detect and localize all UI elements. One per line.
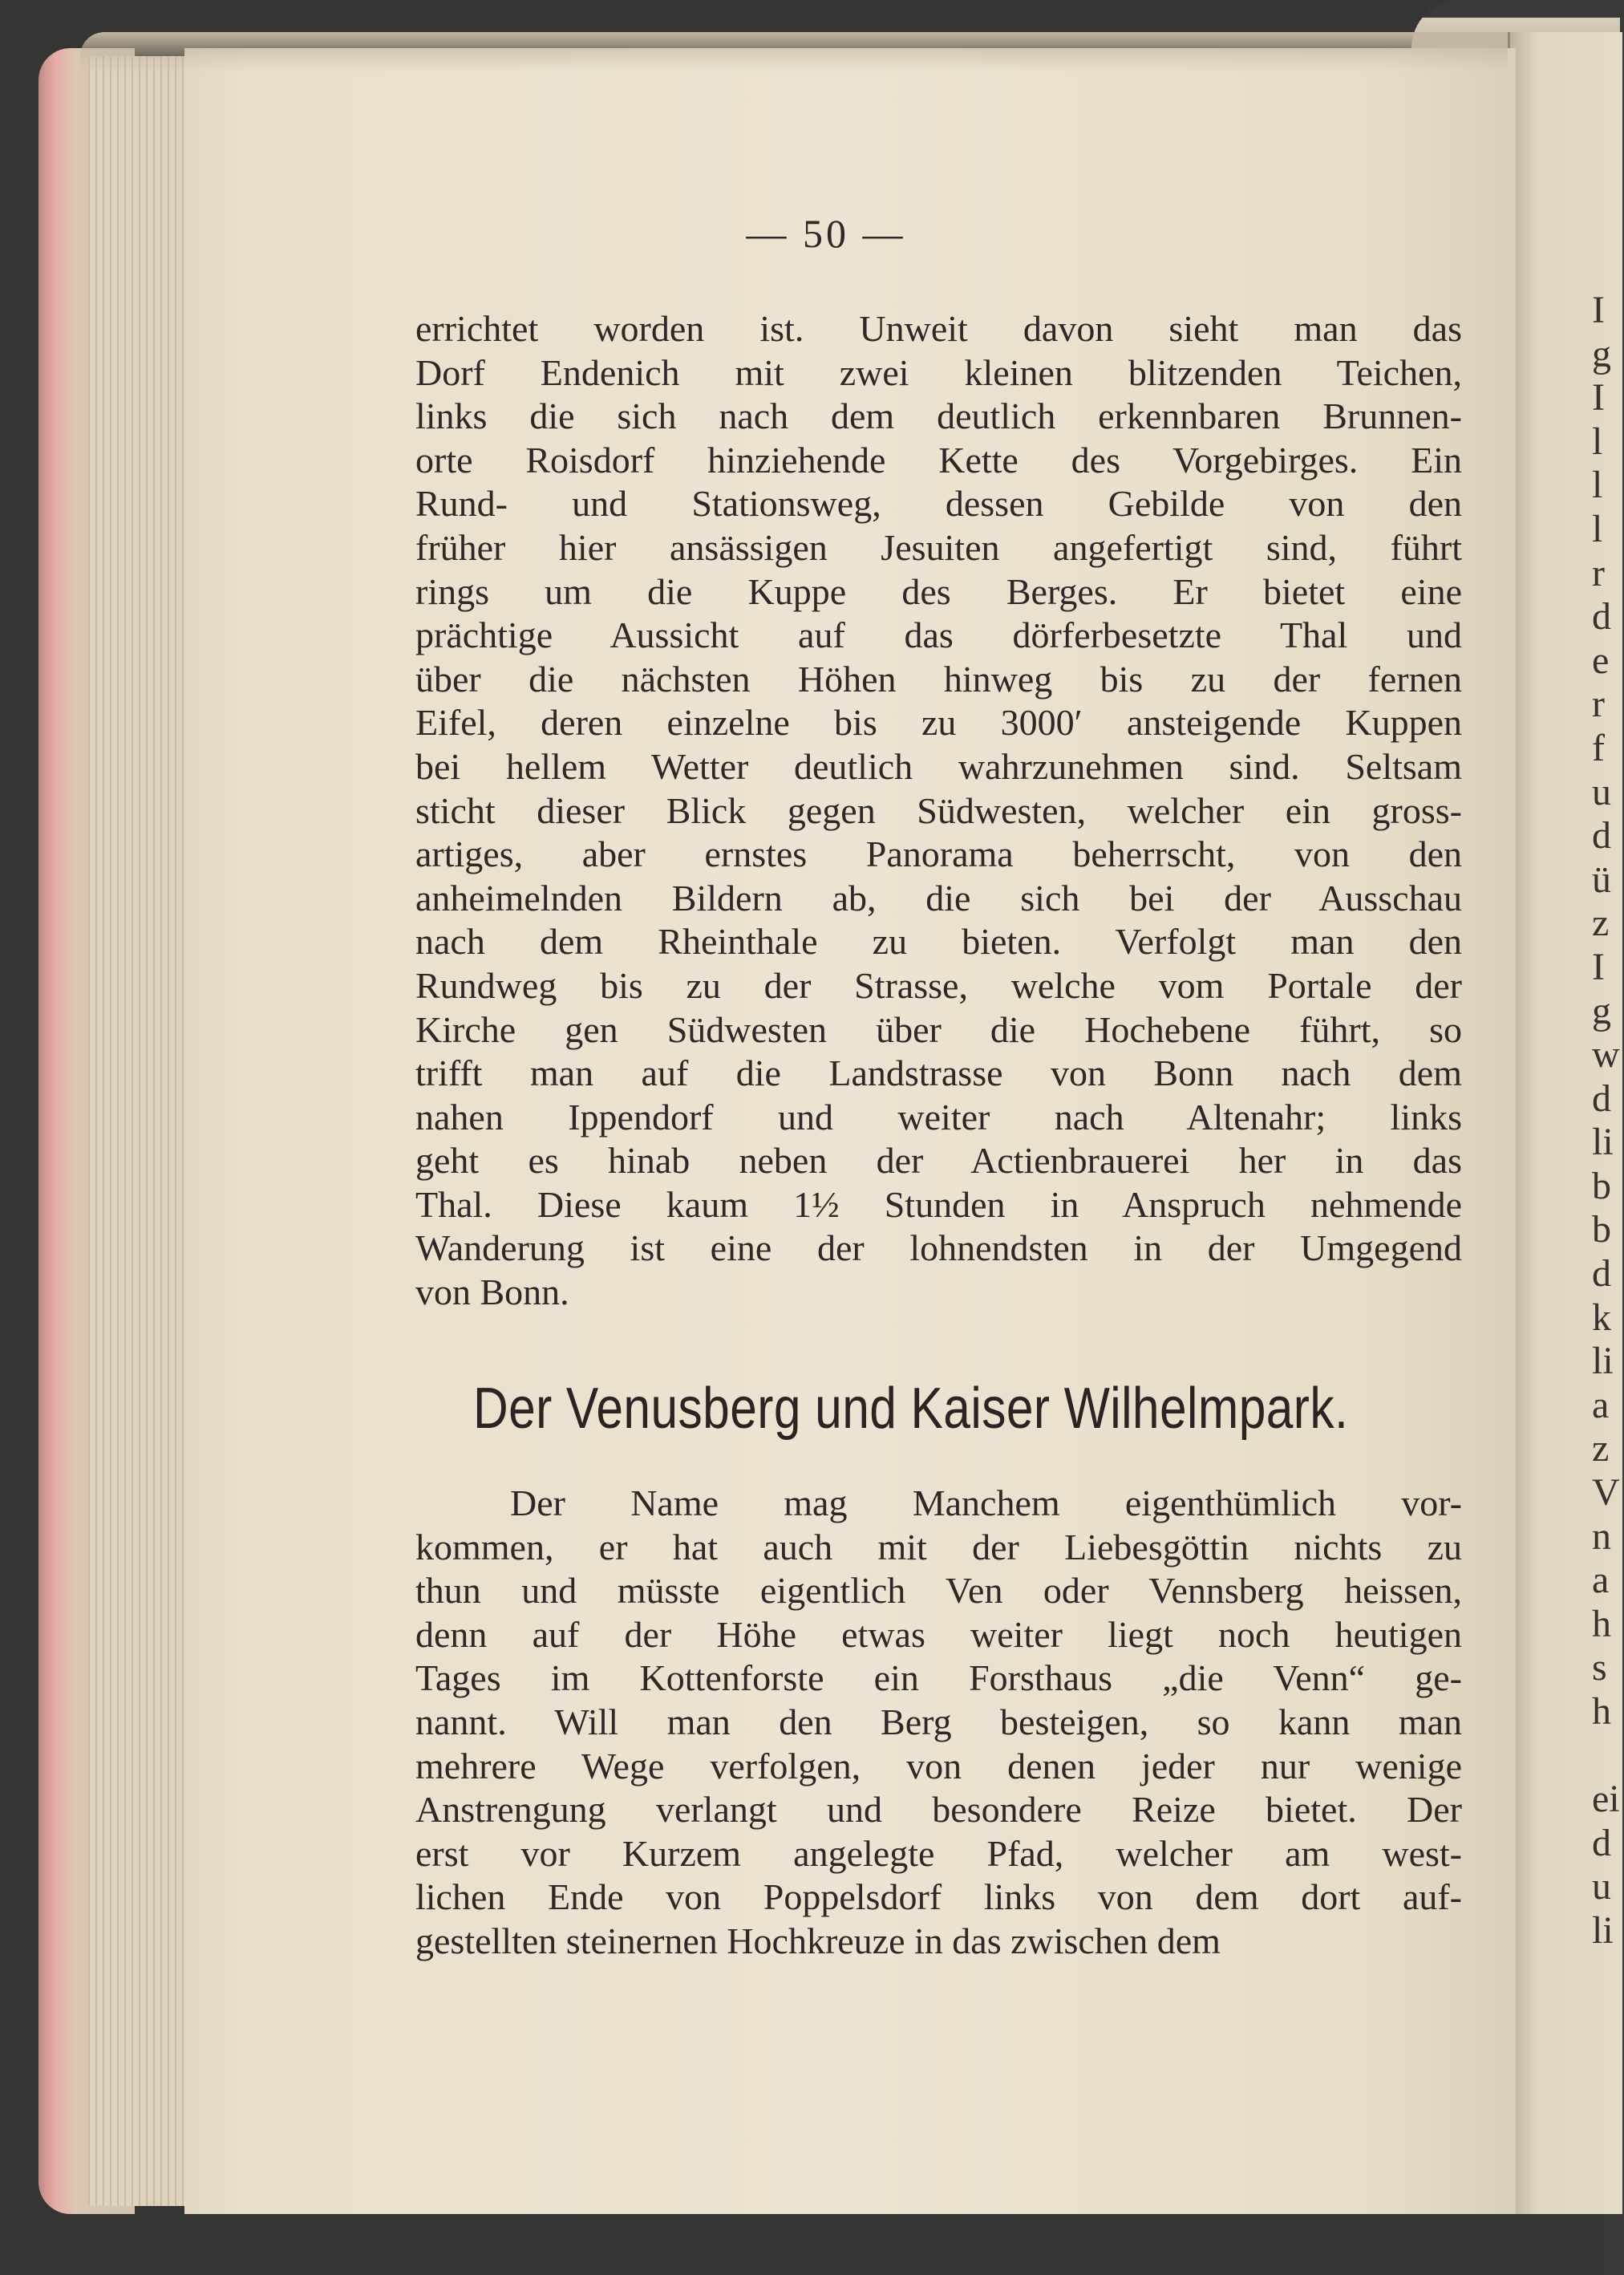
facing-page-letter: h	[1592, 1602, 1611, 1645]
text-line: nahen Ippendorf und weiter nach Altenahr; links	[415, 1096, 1462, 1138]
text-line: kommen, er hat auch mit der Liebesgöttin nichts zu	[415, 1526, 1462, 1567]
text-line: Anstrengung verlangt und besondere Reize bietet. Der	[415, 1789, 1462, 1831]
facing-page-letter: u	[1592, 1865, 1611, 1908]
text-line: gestellten steinernen Hochkreuze in das zwischen dem	[415, 1920, 1221, 1961]
text-line: artiges, aber ernstes Panorama beherrscht, von den	[415, 833, 1462, 875]
facing-page-letter: l	[1592, 420, 1603, 463]
text-line: nannt. Will man den Berg besteigen, so kann man	[415, 1701, 1462, 1742]
text-line: über die nächsten Höhen hinweg bis zu der fernen	[415, 658, 1462, 700]
text-line: thun und müsste eigentlich Ven oder Vennsberg heissen,	[415, 1570, 1462, 1612]
facing-page-letter: k	[1592, 1296, 1611, 1339]
facing-page-letter: I	[1592, 289, 1605, 331]
page-number: — 50 —	[746, 211, 906, 256]
paragraph-1	[415, 307, 1462, 1315]
facing-page-letter: a	[1592, 1559, 1610, 1602]
page-block-leaves	[88, 56, 192, 2206]
facing-page-letter: a	[1592, 1383, 1610, 1426]
paragraph-2	[415, 1482, 1462, 1964]
facing-page-letter: ü	[1592, 858, 1611, 901]
facing-page-letter: g	[1592, 332, 1611, 375]
text-line: orte Roisdorf hinziehende Kette des Vorgebirges. Ein	[415, 439, 1462, 481]
text-line: mehrere Wege verfolgen, von denen jeder nur wenige	[415, 1745, 1462, 1786]
text-line: nach dem Rheinthale zu bieten. Verfolgt man den	[415, 921, 1462, 963]
text-line: von Bonn.	[415, 1271, 569, 1313]
text-line: Rundweg bis zu der Strasse, welche vom Portale der	[415, 964, 1462, 1006]
text-line: Kirche gen Südwesten über die Hochebene führt, so	[415, 1008, 1462, 1050]
facing-page-letter: I	[1592, 945, 1605, 988]
text-line: Wanderung ist eine der lohnendsten in der Umgegend	[415, 1227, 1462, 1269]
facing-page-letter	[1592, 1734, 1624, 1778]
facing-page-letter: d	[1592, 814, 1611, 858]
text-line: Der Name mag Manchem eigenthümlich vor-	[510, 1482, 1462, 1523]
text-line: früher hier ansässigen Jesuiten angefertigt sind, führt	[415, 526, 1462, 568]
text-line: links die sich nach dem deutlich erkennbaren Brunnen-	[415, 395, 1462, 437]
section-heading: Der Venusberg und Kaiser Wilhelmpark.	[473, 1377, 1349, 1441]
facing-page-letter: l	[1592, 464, 1603, 507]
text-line: trifft man auf die Landstrasse von Bonn nach dem	[415, 1052, 1462, 1094]
text-line: bei hellem Wetter deutlich wahrzunehmen sind. Seltsam	[415, 745, 1462, 787]
facing-page-letter: e	[1592, 639, 1610, 682]
facing-page-letter: h	[1592, 1690, 1611, 1733]
text-line: errichtet worden ist. Unweit davon sieht man das	[415, 308, 1462, 349]
facing-page-letter: n	[1592, 1515, 1611, 1558]
facing-page-letter: d	[1592, 1077, 1611, 1120]
facing-page-letter: V	[1592, 1471, 1620, 1515]
text-line: rings um die Kuppe des Berges. Er bietet eine	[415, 570, 1462, 612]
text-line: anheimelnden Bildern ab, die sich bei der Ausschau	[415, 877, 1462, 919]
text-line: erst vor Kurzem angelegte Pfad, welcher am west-	[415, 1832, 1462, 1874]
text-line: Eifel, deren einzelne bis zu 3000′ ansteigende Kuppen	[415, 702, 1462, 744]
facing-page-letter: l	[1592, 507, 1603, 550]
facing-page-letter: w	[1592, 1033, 1620, 1077]
text-line: denn auf der Höhe etwas weiter liegt noch heutigen	[415, 1613, 1462, 1655]
facing-page-letter: r	[1592, 683, 1605, 726]
text-line: geht es hinab neben der Actienbrauerei her in das	[415, 1140, 1462, 1182]
facing-page-letter: d	[1592, 1821, 1611, 1864]
text-line: Tages im Kottenforste ein Forsthaus „die Venn“ ge-	[415, 1657, 1462, 1699]
text-line: prächtige Aussicht auf das dörferbesetzte Thal und	[415, 614, 1462, 656]
text-line: Dorf Endenich mit zwei kleinen blitzenden Teichen,	[415, 351, 1462, 393]
facing-page-letter: d	[1592, 1252, 1611, 1296]
facing-page-letter: s	[1592, 1646, 1607, 1689]
facing-page-letter: ei	[1592, 1778, 1620, 1821]
facing-page-letter: d	[1592, 595, 1611, 639]
text-line: sticht dieser Blick gegen Südwesten, welcher ein gross-	[415, 789, 1462, 831]
page-top-shadow	[80, 32, 1508, 72]
facing-page-letter: r	[1592, 551, 1605, 594]
facing-page-letter: f	[1592, 726, 1605, 769]
facing-page-letter: li	[1592, 1340, 1614, 1383]
text-line: lichen Ende von Poppelsdorf links von dem dort auf-	[415, 1876, 1462, 1918]
facing-page-letter: I	[1592, 376, 1605, 420]
facing-page-letter: b	[1592, 1208, 1611, 1251]
facing-page-letter: u	[1592, 770, 1611, 813]
text-line: Rund- und Stationsweg, dessen Gebilde von den	[415, 483, 1462, 525]
facing-page-letter: z	[1592, 902, 1610, 945]
facing-page-letter: g	[1592, 989, 1611, 1032]
text-line: Thal. Diese kaum 1½ Stunden in Anspruch nehmende	[415, 1183, 1462, 1225]
facing-page-edge-text	[1592, 289, 1624, 1953]
facing-page-letter: b	[1592, 1164, 1611, 1207]
facing-page-letter: li	[1592, 1121, 1614, 1164]
facing-page-letter: li	[1592, 1908, 1614, 1952]
facing-page-letter: z	[1592, 1427, 1610, 1470]
